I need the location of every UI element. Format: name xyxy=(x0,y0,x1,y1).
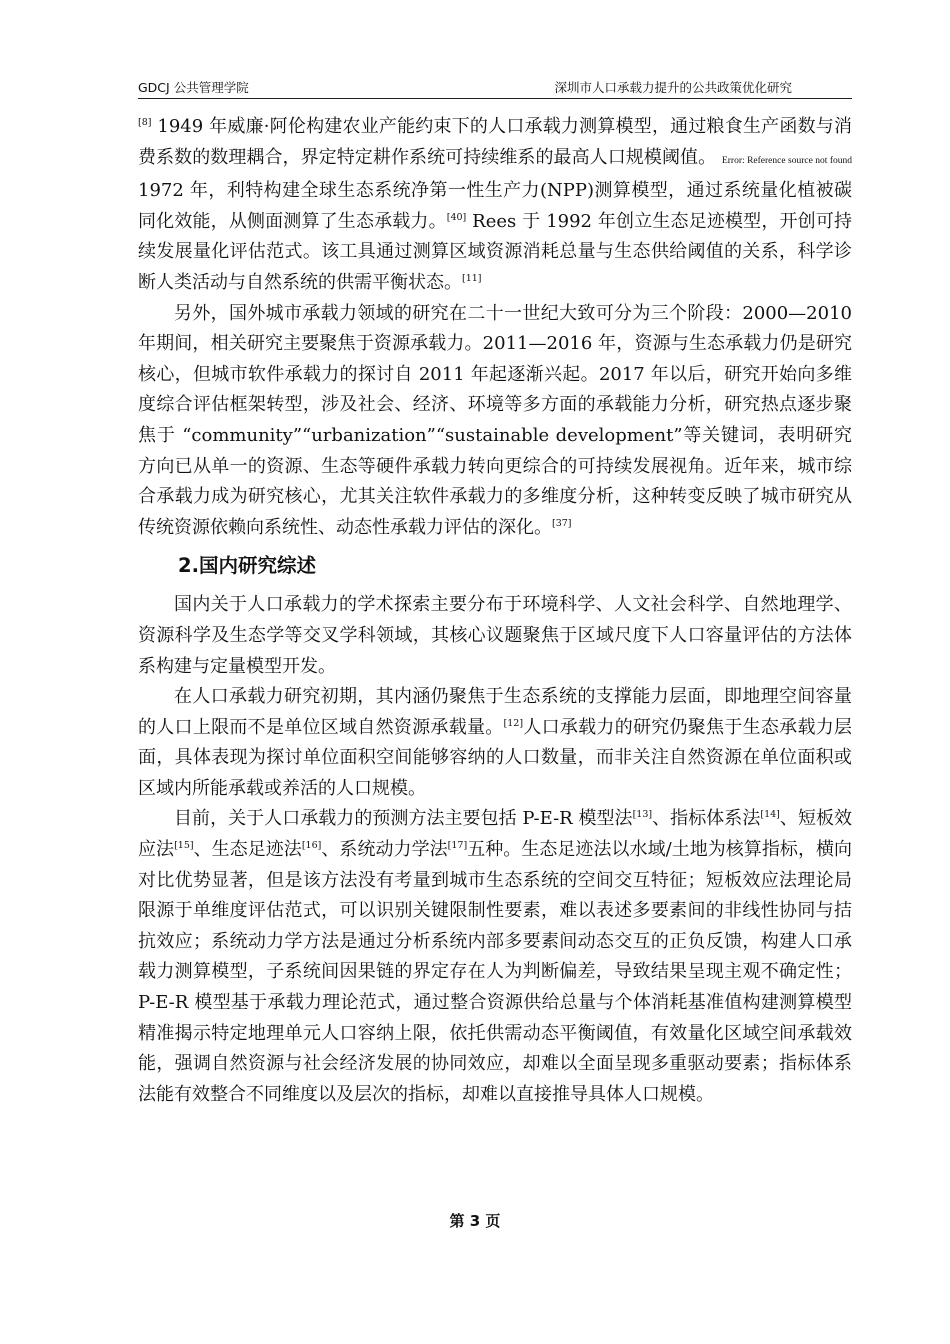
paragraph-domestic-early: 在人口承载力研究初期，其内涵仍聚焦于生态系统的支撑能力层面，即地理空间容量的人口上限而不是单位区域自然资源承载量。[12]人口承载力的研究仍聚焦于生态承载力层面，具体表现为探讨单位面积空间能够容纳的人口数量，而非关注自然资源在单位面积或区域内所能承载或养活的人口规模。 xyxy=(138,686,853,799)
citation: [14] xyxy=(760,809,780,821)
citation: [11] xyxy=(462,272,482,284)
document-body xyxy=(138,112,852,1110)
citation: [37] xyxy=(552,517,572,529)
section-title: 2.国内研究综述 xyxy=(178,554,316,578)
page-header xyxy=(138,76,852,99)
paragraph-foreign-stages: 另外，国外城市承载力领域的研究在二十一世纪大致可分为三个阶段：2000—2010 年期间，相关研究主要聚焦于资源承载力。2011—2016 年，资源与生态承载力仍是研究核心，但城市软件承载力的探讨自 2011 年起逐渐兴起。2017 年以后，研究开始向多维度综合评估框架转型，涉及社会、经济、环境等多方面的承载能力分析，研究热点逐步聚焦于 “community”“urbanization”“sustainable development”等关键词，表明研究方向已从单一的资源、生态等硬件承载力转向更综合的可持续发展视角。近年来，城市综合承载力成为研究核心，尤其关注软件承载力的多维度分析，这种转变反映了城市研究从传统资源依赖向系统性、动态性承载力评估的深化。[37] xyxy=(138,302,852,538)
paragraph-domestic-methods: 目前，关于人口承载力的预测方法主要包括 P-E-R 模型法[13]、指标体系法[14]、短板效应法[15]、生态足迹法[16]、系统动力学法[17]五种。生态足迹法以水域/土地为核算指标，横向对比优势显著，但是该方法没有考量到城市生态系统的空间交互特征；短板效应法理论局限源于单维度评估范式，可以识别关键限制性要素，难以表述多要素间的非线性协同与拮抗效应；系统动力学方法是通过分析系统内部多要素间动态交互的正负反馈，构建人口承载力测算模型，子系统间因果链的界定存在人为判断偏差，导致结果呈现主观不确定性；P-E-R 模型基于承载力理论范式，通过整合资源供给总量与个体消耗基准值构建测算模型精准揭示特定地理单元人口容纳上限，依托供需动态平衡阈值，有效量化区域空间承载效能，强调自然资源与社会经济发展的协同效应，却难以全面呈现多重驱动要素；指标体系法能有效整合不同维度以及层次的指标，却难以直接推导具体人口规模。 xyxy=(138,808,853,1105)
header-title: 深圳市人口承载力提升的公共政策优化研究 xyxy=(554,80,792,95)
citation: [12] xyxy=(503,717,524,729)
citation: [15] xyxy=(174,840,194,852)
citation: [8] xyxy=(138,117,152,128)
citation: [16] xyxy=(301,840,322,852)
citation: [17] xyxy=(447,840,468,852)
citation: [40] xyxy=(446,211,467,223)
paragraph-foreign-models: [8] 1949 年威廉·阿伦构建农业产能约束下的人口承载力测算模型，通过粮食生产函数与消费系数的数理耦合，界定特定耕作系统可持续维系的最高人口规模阈值。 Error: Reference source not found 1972 年，利特构建全球生态系统净第一性生产力(NPP)测算模型，通过系统量化植被碳同化效能，从侧面测算了生态承载力。[40] Rees 于 1992 年创立生态足迹模型，开创可持续发展量化评估范式。该工具通过测算区域资源消耗总量与生态供给阈值的关系，科学诊断人类活动与自然系统的供需平衡状态。[11] xyxy=(138,116,852,293)
citation: [13] xyxy=(632,809,653,821)
header-institution: GDCJ 公共管理学院 xyxy=(138,80,249,95)
paragraph-domestic-overview: 国内关于人口承载力的学术探索主要分布于环境科学、人文社会科学、自然地理学、资源科学及生态学等交叉学科领域，其核心议题聚焦于区域尺度下人口容量评估的方法体系构建与定量模型开发。 xyxy=(138,594,852,677)
reference-error: Error: Reference source not found xyxy=(721,155,852,166)
page-number: 第 3 页 xyxy=(449,1212,501,1230)
